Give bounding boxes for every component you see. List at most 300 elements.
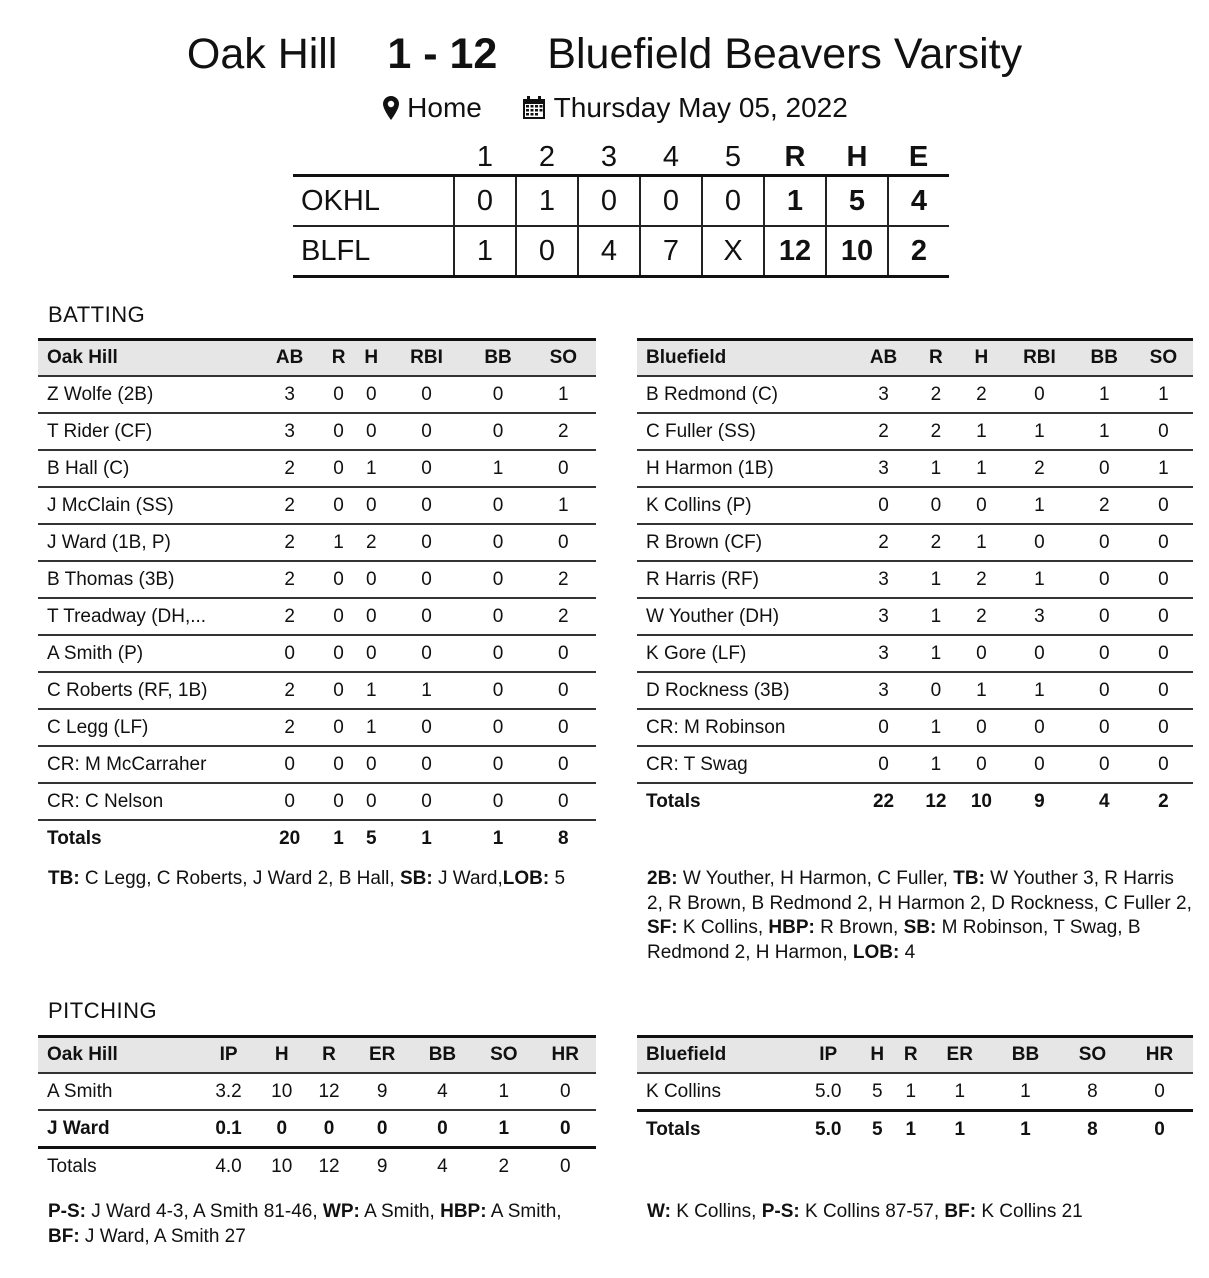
player-name: J McClain (SS)	[38, 487, 257, 524]
column-header: R	[894, 1037, 928, 1074]
note-text: J Ward 4-3, A Smith 81-46,	[86, 1201, 323, 1222]
inning-header: 4	[662, 140, 680, 173]
table-row	[38, 709, 596, 746]
pitching-section-title: PITCHING	[48, 998, 158, 1023]
player-name: H Harmon (1B)	[637, 450, 854, 487]
stat-value: 1	[992, 1073, 1059, 1111]
player-name: Z Wolfe (2B)	[38, 376, 257, 413]
column-header: R	[322, 340, 355, 377]
table-row	[637, 450, 1193, 487]
stat-value: 5.0	[796, 1073, 860, 1111]
player-name: CR: M Robinson	[637, 709, 854, 746]
note-text: 4	[899, 941, 916, 963]
stat-value: 0	[322, 783, 355, 820]
stat-value: 0	[465, 413, 530, 450]
stat-value: 10	[271, 1155, 293, 1177]
stat-value: 2	[257, 709, 322, 746]
bluefield-pitching-table	[637, 1035, 1193, 1147]
table-row	[38, 1110, 596, 1148]
stat-value: 9	[1034, 790, 1045, 812]
stat-value: 1	[913, 598, 959, 635]
stat-value: 0	[1134, 487, 1193, 524]
totals-row	[637, 1111, 1193, 1148]
stat-value: 0	[388, 709, 466, 746]
player-name: B Redmond (C)	[637, 376, 854, 413]
player-name: A Smith	[38, 1073, 199, 1110]
oak-hill-pitching-notes	[48, 1200, 588, 1249]
player-name: CR: C Nelson	[38, 783, 257, 820]
date-label: Thursday May 05, 2022	[553, 92, 848, 123]
stat-value: 5	[365, 827, 377, 849]
stat-value: 2	[959, 598, 1005, 635]
note-text: C Legg, C Roberts, J Ward 2, B Hall,	[79, 868, 400, 889]
stat-value: 3.2	[199, 1073, 258, 1110]
stat-value: 2	[498, 1155, 510, 1177]
stat-value: 0	[322, 635, 355, 672]
stat-value: 0	[1075, 561, 1134, 598]
column-header: H	[258, 1037, 305, 1074]
stat-value: 3	[854, 635, 913, 672]
stat-value: 4	[412, 1073, 473, 1110]
player-name: K Collins (P)	[637, 487, 854, 524]
stat-value: 0	[322, 376, 355, 413]
totals-label: Totals	[47, 1155, 97, 1177]
stat-value: 1	[531, 487, 596, 524]
table-row	[38, 487, 596, 524]
column-header: HR	[535, 1037, 596, 1074]
note-label: 2B:	[647, 868, 678, 889]
note-label: BF:	[944, 1201, 977, 1222]
stat-value: 0	[257, 746, 322, 783]
game-title	[0, 28, 1209, 80]
stat-value: 3	[854, 376, 913, 413]
stat-value: 0	[535, 1073, 596, 1110]
column-header: IP	[199, 1037, 258, 1074]
stat-value: 0	[531, 635, 596, 672]
stat-value: 0	[913, 487, 959, 524]
stat-value: 2	[257, 487, 322, 524]
stat-value: 0	[465, 524, 530, 561]
stat-value: 0	[355, 413, 388, 450]
home-team-name: Bluefield Beavers Varsity	[547, 30, 1023, 78]
player-name: D Rockness (3B)	[637, 672, 854, 709]
stat-value: 10	[970, 790, 992, 812]
stat-value: 0	[1134, 672, 1193, 709]
stat-value: 0	[355, 635, 388, 672]
location-label: Home	[407, 92, 482, 123]
stat-value: 1	[959, 672, 1005, 709]
stat-value: 22	[872, 790, 895, 812]
stat-value: 0	[1004, 635, 1075, 672]
stat-value: 0	[388, 376, 466, 413]
stat-value: 2	[854, 524, 913, 561]
stat-value: 0	[355, 487, 388, 524]
stat-value: 1	[959, 413, 1005, 450]
stat-value: 1	[894, 1111, 928, 1148]
stat-value: 0	[322, 746, 355, 783]
stat-value: 0	[388, 746, 466, 783]
batting-section-title: BATTING	[48, 302, 146, 327]
line-score-table	[293, 140, 949, 278]
inning-runs: 4	[578, 226, 640, 277]
stat-value: 8	[558, 827, 569, 849]
stat-value: 1	[473, 1073, 534, 1110]
note-label: W:	[647, 1201, 671, 1222]
column-header: H	[959, 340, 1005, 377]
note-label: LOB:	[852, 941, 900, 963]
stat-value: 0	[959, 487, 1005, 524]
player-name: T Treadway (DH,...	[38, 598, 257, 635]
stat-value: 2	[913, 376, 959, 413]
stat-value: 2	[257, 450, 322, 487]
stat-value: 1	[913, 709, 959, 746]
stat-value: 0	[1004, 746, 1075, 783]
stat-value: 0	[1134, 746, 1193, 783]
note-text: J Ward,	[432, 868, 503, 889]
stat-value: 12	[305, 1073, 352, 1110]
stat-value: 4.0	[215, 1155, 242, 1177]
location	[383, 90, 482, 126]
stat-value: 0	[388, 450, 466, 487]
table-row	[38, 413, 596, 450]
game-date	[522, 90, 848, 126]
line-score-row	[293, 176, 949, 227]
note-label: P-S:	[48, 1201, 86, 1222]
stat-value: 1	[913, 450, 959, 487]
stat-value: 0	[322, 561, 355, 598]
stat-value: 1	[992, 1111, 1059, 1148]
stat-value: 0	[1004, 524, 1075, 561]
hits-header: H	[846, 140, 868, 173]
stat-value: 0	[1075, 598, 1134, 635]
stat-value: 0	[1075, 450, 1134, 487]
note-text: K Collins,	[677, 917, 769, 938]
stat-value: 1	[465, 450, 530, 487]
note-text: M Robinson, T Swag, B Redmond 2, H Harmon,	[647, 917, 1141, 963]
stat-value: 1	[1075, 413, 1134, 450]
column-header: RBI	[1004, 340, 1075, 377]
stat-value: 0	[388, 635, 466, 672]
stat-value: 0	[854, 709, 913, 746]
stat-value: 0	[531, 709, 596, 746]
stat-value: 1	[473, 1110, 534, 1148]
total-runs: 12	[764, 226, 826, 277]
stat-value: 12	[318, 1155, 340, 1177]
column-header: BB	[465, 340, 530, 377]
line-score-header	[293, 140, 949, 176]
inning-runs: 1	[516, 176, 578, 227]
stat-value: 1	[322, 524, 355, 561]
player-name: C Legg (LF)	[38, 709, 257, 746]
inning-header: 5	[724, 140, 742, 173]
stat-value: 2	[1004, 450, 1075, 487]
table-row	[38, 376, 596, 413]
stat-value: 0	[322, 413, 355, 450]
column-header: HR	[1126, 1037, 1193, 1074]
stat-value: 1	[1134, 450, 1193, 487]
note-label: HBP:	[440, 1201, 487, 1222]
player-name: R Brown (CF)	[637, 524, 854, 561]
stat-value: 0	[1075, 746, 1134, 783]
player-name: CR: M McCarraher	[38, 746, 257, 783]
game-info	[0, 90, 1209, 126]
total-hits: 10	[826, 226, 888, 277]
stat-value: 5	[860, 1111, 894, 1148]
stat-value: 1	[1134, 376, 1193, 413]
note-text: A Smith,	[486, 1201, 562, 1222]
stat-value: 0	[1134, 524, 1193, 561]
stat-value: 0	[388, 561, 466, 598]
bluefield-batting-table	[637, 338, 1193, 819]
stat-value: 0	[258, 1110, 305, 1148]
note-label: TB:	[953, 868, 985, 889]
stat-value: 3	[257, 376, 322, 413]
stat-value: 2	[959, 561, 1005, 598]
stat-value: 0	[322, 598, 355, 635]
player-name: A Smith (P)	[38, 635, 257, 672]
stat-value: 0	[959, 635, 1005, 672]
table-row	[637, 1073, 1193, 1111]
stat-value: 2	[1158, 790, 1169, 812]
table-row	[38, 561, 596, 598]
stat-value: 1	[355, 450, 388, 487]
column-header: RBI	[388, 340, 466, 377]
oak-hill-pitching-table	[38, 1035, 596, 1184]
inning-runs: 0	[578, 176, 640, 227]
total-errors: 4	[888, 176, 949, 227]
inning-header: 3	[600, 140, 618, 173]
stat-value: 0	[1126, 1111, 1193, 1148]
away-team-name: Oak Hill	[186, 30, 338, 78]
column-header: SO	[531, 340, 596, 377]
table-row	[38, 783, 596, 820]
column-header: SO	[1059, 1037, 1126, 1074]
stat-value: 0	[531, 450, 596, 487]
table-row	[637, 635, 1193, 672]
inning-header: 2	[538, 140, 556, 173]
stat-value: 1	[959, 524, 1005, 561]
stat-value: 8	[1059, 1073, 1126, 1111]
table-row	[38, 1073, 596, 1110]
stat-value: 2	[257, 598, 322, 635]
stat-value: 0	[257, 783, 322, 820]
stat-value: 1	[928, 1073, 992, 1111]
player-name: CR: T Swag	[637, 746, 854, 783]
note-label: P-S:	[761, 1201, 800, 1222]
stat-value: 1	[1004, 672, 1075, 709]
player-name: K Gore (LF)	[637, 635, 854, 672]
stat-value: 1	[355, 709, 388, 746]
stat-value: 0	[465, 561, 530, 598]
stat-value: 1	[894, 1073, 928, 1111]
note-text: A Smith,	[359, 1201, 441, 1222]
note-label: WP:	[322, 1201, 360, 1222]
stat-value: 0	[1134, 598, 1193, 635]
stat-value: 0	[1134, 561, 1193, 598]
player-name: K Collins	[637, 1073, 796, 1111]
stat-value: 0	[322, 487, 355, 524]
inning-runs: 0	[454, 176, 516, 227]
stat-value: 0	[355, 376, 388, 413]
table-row	[637, 524, 1193, 561]
inning-runs: X	[702, 226, 764, 277]
player-name: B Hall (C)	[38, 450, 257, 487]
stat-value: 0	[412, 1110, 473, 1148]
stat-value: 0	[465, 635, 530, 672]
stat-value: 0	[959, 746, 1005, 783]
stat-value: 0	[531, 672, 596, 709]
inning-runs: 0	[702, 176, 764, 227]
team-column-header: Oak Hill	[38, 340, 257, 377]
stat-value: 0	[854, 746, 913, 783]
column-header: SO	[473, 1037, 534, 1074]
player-name: C Fuller (SS)	[637, 413, 854, 450]
totals-label: Totals	[47, 827, 102, 849]
errors-header: E	[908, 140, 929, 173]
stat-value: 0	[535, 1110, 596, 1148]
bluefield-pitching-notes	[647, 1200, 1192, 1225]
stat-value: 3	[1004, 598, 1075, 635]
stat-value: 2	[257, 524, 322, 561]
table-row	[637, 487, 1193, 524]
stat-value: 0	[322, 709, 355, 746]
stat-value: 0	[465, 376, 530, 413]
stat-value: 0	[854, 487, 913, 524]
note-label: LOB:	[502, 868, 550, 889]
stat-value: 1	[333, 827, 344, 849]
note-text: 5	[549, 868, 566, 889]
column-header: AB	[854, 340, 913, 377]
stat-value: 0	[388, 598, 466, 635]
column-header: ER	[353, 1037, 412, 1074]
table-row	[637, 413, 1193, 450]
note-label: SB:	[903, 917, 937, 938]
inning-runs: 0	[516, 226, 578, 277]
final-score: 1 - 12	[387, 30, 498, 78]
table-row	[38, 598, 596, 635]
column-header: R	[305, 1037, 352, 1074]
column-header: ER	[928, 1037, 992, 1074]
total-hits: 5	[826, 176, 888, 227]
stat-value: 0	[1134, 413, 1193, 450]
stat-value: 0	[913, 672, 959, 709]
stat-value: 0	[1075, 709, 1134, 746]
totals-row	[38, 1148, 596, 1185]
note-text: K Collins 21	[976, 1201, 1083, 1222]
stat-value: 0	[1075, 524, 1134, 561]
stat-value: 0	[353, 1110, 412, 1148]
stat-value: 20	[279, 827, 301, 849]
stat-value: 0	[388, 413, 466, 450]
stat-value: 0	[322, 450, 355, 487]
player-name: J Ward (1B, P)	[38, 524, 257, 561]
stat-value: 0	[531, 746, 596, 783]
player-name: R Harris (RF)	[637, 561, 854, 598]
note-label: SF:	[647, 917, 678, 938]
totals-label: Totals	[646, 790, 701, 812]
stat-value: 0	[1075, 635, 1134, 672]
stat-value: 0	[1075, 672, 1134, 709]
note-label: HBP:	[768, 917, 815, 938]
inning-runs: 0	[640, 176, 702, 227]
stat-value: 2	[913, 413, 959, 450]
stat-value: 3	[257, 413, 322, 450]
table-row	[637, 376, 1193, 413]
stat-value: 2	[257, 561, 322, 598]
column-header: H	[860, 1037, 894, 1074]
stat-value: 2	[355, 524, 388, 561]
stat-value: 1	[913, 635, 959, 672]
stat-value: 8	[1059, 1111, 1126, 1148]
player-name: T Rider (CF)	[38, 413, 257, 450]
stat-value: 0	[257, 635, 322, 672]
stat-value: 2	[531, 413, 596, 450]
stat-value: 0	[959, 709, 1005, 746]
team-column-header: Oak Hill	[38, 1037, 199, 1074]
stat-value: 0	[1134, 635, 1193, 672]
oak-hill-batting-notes	[48, 867, 588, 892]
stat-value: 0	[465, 746, 530, 783]
stat-value: 1	[355, 672, 388, 709]
stat-value: 1	[928, 1111, 992, 1148]
table-row	[38, 746, 596, 783]
column-header: AB	[257, 340, 322, 377]
note-text: K Collins 87-57,	[799, 1201, 945, 1222]
stat-value: 10	[258, 1073, 305, 1110]
stat-value: 0	[388, 487, 466, 524]
calendar-icon	[522, 96, 546, 120]
note-label: SB:	[399, 868, 433, 889]
stat-value: 0	[559, 1155, 571, 1177]
stat-value: 0	[322, 672, 355, 709]
stat-value: 9	[353, 1073, 412, 1110]
player-name: C Roberts (RF, 1B)	[38, 672, 257, 709]
note-text: J Ward, A Smith 27	[79, 1225, 246, 1247]
stat-value: 1	[1075, 376, 1134, 413]
stat-value: 3	[854, 561, 913, 598]
stat-value: 3	[854, 450, 913, 487]
stat-value: 1	[492, 827, 504, 849]
stat-value: 0	[465, 672, 530, 709]
team-abbr: BLFL	[293, 226, 454, 277]
column-header: BB	[1075, 340, 1134, 377]
team-column-header: Bluefield	[637, 340, 854, 377]
table-row	[637, 561, 1193, 598]
note-text: W Youther, H Harmon, C Fuller,	[677, 868, 954, 889]
stat-value: 0	[1134, 709, 1193, 746]
table-row	[38, 450, 596, 487]
stat-value: 1	[913, 746, 959, 783]
table-row	[38, 635, 596, 672]
stat-value: 0	[388, 524, 466, 561]
inning-header: 1	[476, 140, 494, 173]
total-runs: 1	[764, 176, 826, 227]
stat-value: 2	[913, 524, 959, 561]
player-name: B Thomas (3B)	[38, 561, 257, 598]
note-text: K Collins,	[670, 1201, 762, 1222]
stat-value: 1	[531, 376, 596, 413]
stat-value: 1	[388, 672, 466, 709]
table-row	[637, 672, 1193, 709]
stat-value: 0	[531, 524, 596, 561]
stat-value: 12	[925, 790, 947, 812]
table-row	[38, 524, 596, 561]
totals-row	[637, 783, 1193, 819]
stat-value: 5.0	[796, 1111, 860, 1148]
stat-value: 9	[376, 1155, 388, 1177]
column-header: IP	[796, 1037, 860, 1074]
table-row	[637, 746, 1193, 783]
